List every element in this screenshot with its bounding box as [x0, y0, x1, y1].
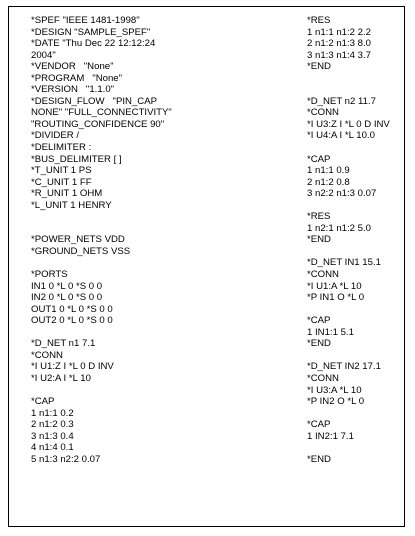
spef-line: 3 n1:3 n1:4 3.7 [307, 49, 372, 61]
spef-line: *C_UNIT 1 FF [31, 176, 92, 188]
spef-line [307, 304, 412, 316]
spef-line: 2 n1:2 n1:3 8.0 [307, 38, 372, 50]
spef-line: *DELIMITER : [31, 142, 92, 154]
spef-line: 2004" [31, 49, 56, 61]
spef-line: *GROUND_NETS VSS [31, 245, 131, 257]
spef-line: *CAP [307, 419, 331, 431]
spef-line [307, 200, 412, 212]
spef-line [307, 350, 412, 362]
spef-line: *END [307, 453, 331, 465]
spef-line: *RES [307, 211, 331, 223]
spef-line: 1 IN2:1 7.1 [307, 430, 354, 442]
spef-line: *END [307, 234, 331, 246]
spef-line: 1 n1:1 0.9 [307, 165, 350, 177]
spef-right-column [307, 15, 412, 465]
spef-line: *I U2:A I *L 10 [31, 372, 91, 384]
spef-line: *P IN1 O *L 0 [307, 292, 365, 304]
spef-line: *POWER_NETS VDD [31, 234, 125, 246]
spef-line: *CAP [307, 315, 331, 327]
spef-line: IN2 0 *L 0 *S 0 0 [31, 292, 103, 304]
spef-line: *CONN [307, 107, 339, 119]
spef-line: *P IN2 O *L 0 [307, 396, 365, 408]
spef-line: 2 n1:2 0.3 [31, 419, 74, 431]
spef-line: *CONN [307, 269, 339, 281]
spef-line: 3 n2:2 n1:3 0.07 [307, 188, 377, 200]
spef-line [31, 257, 286, 269]
spef-line: 1 n2:1 n1:2 5.0 [307, 222, 372, 234]
spef-line: *VENDOR "None" [31, 61, 114, 73]
spef-line: *L_UNIT 1 HENRY [31, 199, 112, 211]
spef-line: *PROGRAM "None" [31, 72, 123, 84]
spef-line: *SPEF "IEEE 1481-1998" [31, 15, 140, 26]
spef-line: *D_NET n1 7.1 [31, 338, 96, 350]
spef-line: 3 n1:3 0.4 [31, 430, 74, 442]
spef-line [307, 142, 412, 154]
spef-line: 2 n1:2 0.8 [307, 176, 350, 188]
spef-line: *PORTS [31, 269, 68, 281]
spef-line: NONE" "FULL_CONNECTIVITY" [31, 107, 172, 119]
spef-line: *DIVIDER / [31, 130, 79, 142]
spef-line: *CAP [307, 153, 331, 165]
spef-line: IN1 0 *L 0 *S 0 0 [31, 280, 103, 292]
spef-line: *END [307, 338, 331, 350]
spef-line: *CONN [31, 349, 63, 361]
spef-line: 1 n1:1 n1:2 2.2 [307, 26, 372, 38]
spef-line: *I U1:Z I *L 0 D INV [31, 361, 114, 373]
spef-line [31, 327, 286, 339]
spef-line [307, 408, 412, 420]
spef-line [307, 73, 412, 85]
spef-line: *CAP [31, 396, 55, 408]
spef-line [31, 223, 286, 235]
spef-line: OUT1 0 *L 0 *S 0 0 [31, 303, 113, 315]
spef-line [307, 246, 412, 258]
spef-line: *DESIGN_FLOW "PIN_CAP [31, 95, 158, 107]
spef-line: *D_NET IN1 15.1 [307, 257, 381, 269]
spef-line: *CONN [307, 372, 339, 384]
spef-listing-frame [8, 6, 405, 527]
spef-line: *VERSION "1.1.0" [31, 84, 115, 96]
spef-line: 1 IN1:1 5.1 [307, 326, 354, 338]
spef-left-column [31, 15, 286, 465]
spef-line: *I U3:A *L 10 [307, 384, 362, 396]
spef-line: *T_UNIT 1 PS [31, 165, 92, 177]
spef-line [31, 211, 286, 223]
spef-line: *BUS_DELIMITER [ ] [31, 153, 122, 165]
spef-line [307, 442, 412, 454]
spef-line: 1 n1:1 0.2 [31, 407, 74, 419]
spef-line: *I U3:Z I *L 0 D INV [307, 118, 390, 130]
spef-line [307, 84, 412, 96]
spef-line: *RES [307, 15, 331, 26]
spef-line: "ROUTING_CONFIDENCE 90" [31, 118, 165, 130]
spef-line: *DATE "Thu Dec 22 12:12:24 [31, 38, 156, 50]
spef-line: *D_NET IN2 17.1 [307, 361, 381, 373]
spef-line: 5 n1:3 n2:2 0.07 [31, 453, 101, 465]
spef-line: *I U4:A I *L 10.0 [307, 130, 375, 142]
spef-line: *END [307, 61, 331, 73]
spef-line: *R_UNIT 1 OHM [31, 188, 103, 200]
spef-line: *D_NET n2 11.7 [307, 95, 376, 107]
spef-line: *I U1:A *L 10 [307, 280, 362, 292]
spef-line: 4 n1:4 0.1 [31, 442, 74, 454]
spef-line: *DESIGN "SAMPLE_SPEF" [31, 26, 151, 38]
spef-line: OUT2 0 *L 0 *S 0 0 [31, 315, 113, 327]
spef-line [31, 385, 286, 397]
